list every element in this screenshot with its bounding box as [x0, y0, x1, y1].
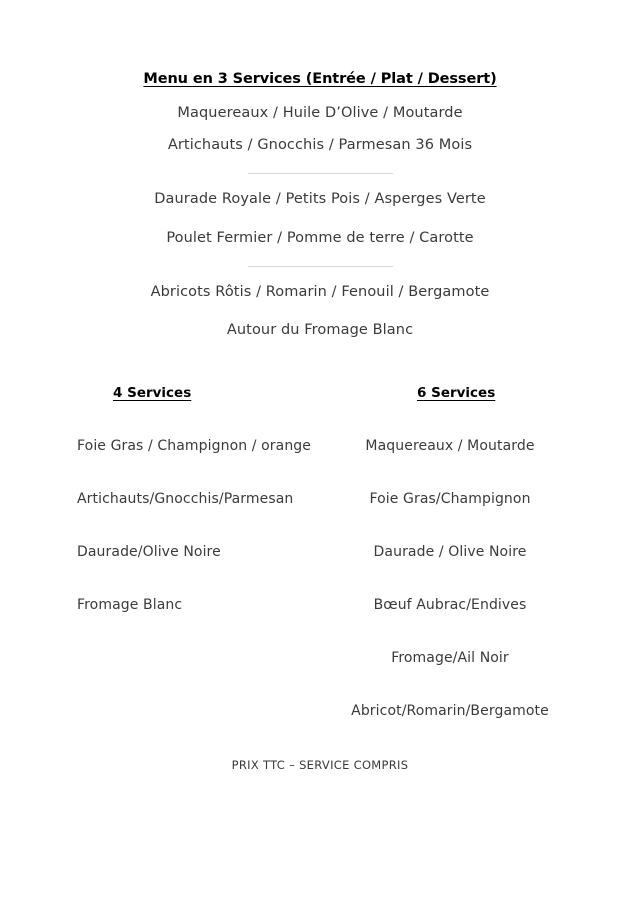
section-divider [248, 173, 393, 174]
services-columns-section [0, 385, 640, 757]
menu-3-services-title: Menu en 3 Services (Entrée / Plat / Dessert) [143, 71, 497, 87]
column-item: Foie Gras / Champignon / orange [77, 438, 311, 454]
column-item: Daurade/Olive Noire [77, 544, 221, 560]
services-columns-headings [0, 385, 640, 411]
menu-3-services-item: Abricots Rôtis / Romarin / Fenouil / Bergamote [150, 283, 490, 300]
column-item: Artichauts/Gnocchis/Parmesan [77, 491, 294, 507]
column-item: Abricot/Romarin/Bergamote [351, 703, 549, 719]
menu-3-services-item: Daurade Royale / Petits Pois / Asperges Verte [154, 190, 486, 207]
column-heading-6-services: 6 Services [417, 385, 496, 401]
services-columns-body [0, 437, 640, 757]
menu-3-services-item: Artichauts / Gnocchis / Parmesan 36 Mois [167, 136, 473, 153]
column-item: Maquereaux / Moutarde [365, 438, 535, 454]
menu-3-services-item: Maquereaux / Huile D’Olive / Moutarde [177, 105, 463, 122]
column-item: Foie Gras/Champignon [369, 491, 531, 507]
column-item: Bœuf Aubrac/Endives [373, 597, 527, 613]
column-item: Fromage/Ail Noir [391, 650, 509, 666]
column-heading-4-services: 4 Services [113, 385, 192, 401]
column-item: Fromage Blanc [77, 597, 183, 613]
column-item: Daurade / Olive Noire [373, 544, 527, 560]
section-divider [248, 266, 393, 267]
column-6-services [310, 437, 590, 755]
menu-3-services-item: Poulet Fermier / Pomme de terre / Carotte [166, 229, 474, 246]
menu-3-services-section [0, 70, 640, 353]
price-notice: PRIX TTC – SERVICE COMPRIS [231, 758, 409, 772]
menu-3-services-item: Autour du Fromage Blanc [226, 322, 414, 339]
